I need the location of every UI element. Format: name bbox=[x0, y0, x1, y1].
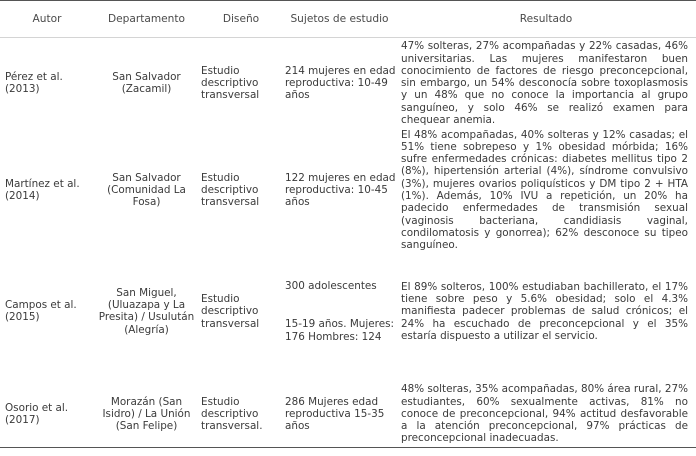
table-row bbox=[0, 251, 696, 371]
cell-sujetos bbox=[283, 251, 396, 371]
cell-diseno: Estudio descriptivo transversal. bbox=[199, 371, 283, 456]
resultado-text: 47% solteras, 27% acompañadas y 22% casadas, 46% universitarias. Las mujeres manifestaron buen conocimiento de factores de riesgo preconcepcional, sin embargo, un 54% desconocía sobre toxoplasmosis y un 48% que no conoce la importancia al grupo sanguíneo, y solo 46% se realizó examen para chequear anemia. bbox=[401, 40, 688, 126]
cell-departamento: San Miguel, (Uluazapa y La Presita) / Usulután (Alegría) bbox=[94, 251, 199, 371]
table-body bbox=[0, 38, 696, 456]
sujetos-detail: 15-19 años. Mujeres: 176 Hombres: 124 bbox=[285, 318, 396, 343]
cell-departamento: San Salvador (Comunidad La Fosa) bbox=[94, 129, 199, 252]
resultado-text: El 48% acompañadas, 40% solteras y 12% casadas; el 51% tiene sobrepeso y 1% obesidad mórbida; 16% sufre enfermedades crónicas: diabetes mellitus tipo 2 (8%), hipertensión arterial (4%), síndrome convulsivo (3%), mujeres ovarios poliquísticos y DM tipo 2 + HTA (1%). Además, 10% IVU a repetición, un 20% ha padecido enfermedades de transmisión sexual (vaginosis bacteriana, candidiasis vaginal, condilomatosis y gonorrea); 62% desconoce su tipeo sanguíneo. bbox=[401, 129, 688, 252]
table-row bbox=[0, 38, 696, 129]
cell-autor: Martínez et al. (2014) bbox=[0, 129, 94, 252]
cell-autor: Pérez et al. (2013) bbox=[0, 38, 94, 129]
sujetos-split bbox=[285, 280, 396, 343]
cell-resultado bbox=[396, 371, 696, 456]
table-row bbox=[0, 129, 696, 252]
header-resultado: Resultado bbox=[396, 1, 696, 38]
resultado-text: El 89% solteros, 100% estudiaban bachillerato, el 17% tiene sobre peso y 5.6% obesidad; solo el 4.3% manifiesta padecer problemas de salud crónicos; el 24% ha escuchado de preconcepcional y el 35% estaría dispuesto a utilizar el servicio. bbox=[401, 281, 688, 342]
table-header bbox=[0, 1, 696, 38]
cell-resultado bbox=[396, 129, 696, 252]
header-sujetos: Sujetos de estudio bbox=[283, 1, 396, 38]
table-bottom-rule bbox=[0, 447, 696, 448]
cell-diseno: Estudio descriptivo transversal bbox=[199, 251, 283, 371]
header-autor: Autor bbox=[0, 1, 94, 38]
cell-autor: Campos et al. (2015) bbox=[0, 251, 94, 371]
cell-sujetos: 122 mujeres en edad reproductiva: 10-45 años bbox=[283, 129, 396, 252]
header-diseno: Diseño bbox=[199, 1, 283, 38]
cell-sujetos: 214 mujeres en edad reproductiva: 10-49 años bbox=[283, 38, 396, 129]
cell-departamento: San Salvador (Zacamil) bbox=[94, 38, 199, 129]
cell-departamento: Morazán (San Isidro) / La Unión (San Felipe) bbox=[94, 371, 199, 456]
cell-diseno: Estudio descriptivo transversal bbox=[199, 129, 283, 252]
table-row bbox=[0, 371, 696, 456]
header-departamento: Departamento bbox=[94, 1, 199, 38]
cell-sujetos: 286 Mujeres edad reproductiva 15-35 años bbox=[283, 371, 396, 456]
cell-diseno: Estudio descriptivo transversal bbox=[199, 38, 283, 129]
cell-resultado bbox=[396, 251, 696, 371]
cell-autor: Osorio et al.(2017) bbox=[0, 371, 94, 456]
header-row bbox=[0, 1, 696, 38]
sujetos-count: 300 adolescentes bbox=[285, 280, 396, 292]
resultado-text: 48% solteras, 35% acompañadas, 80% área rural, 27% estudiantes, 60% sexualmente activas, 81% no conoce de preconcepcional, 94% actitud desfavorable a la atención preconcepcional, 97% prácticas de preconcepcional inadecuadas. bbox=[401, 383, 688, 444]
cell-resultado bbox=[396, 38, 696, 129]
